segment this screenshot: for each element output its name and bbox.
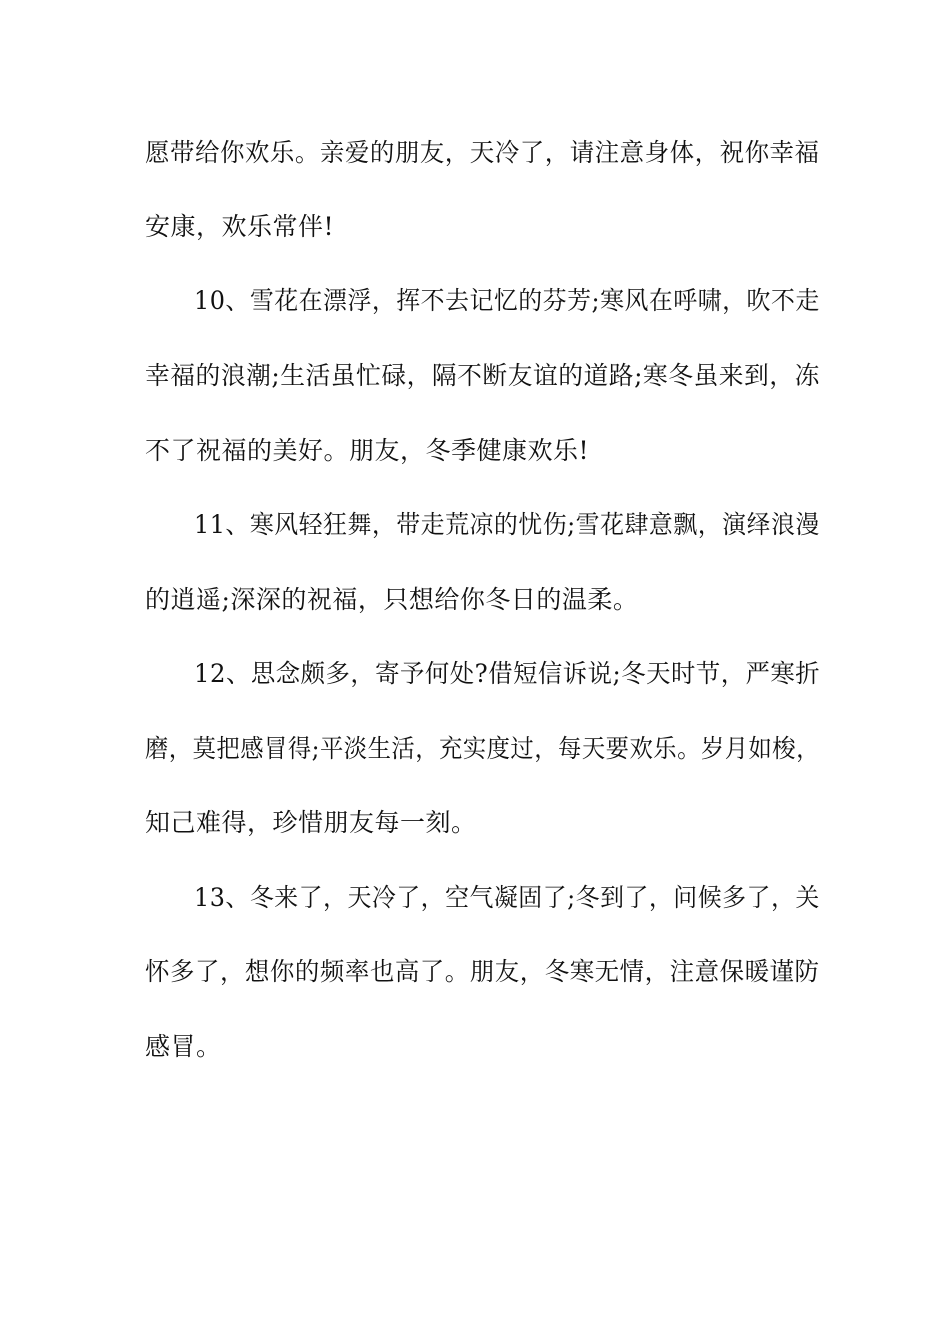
item-11-line-1: 11、寒风轻狂舞，带走荒凉的忧伤;雪花肆意飘，演绎浪漫 [194, 510, 820, 539]
item-11-line-2: 的逍遥;深深的祝福，只想给你冬日的温柔。 [145, 585, 639, 614]
item-13-line-2: 怀多了，想你的频率也高了。朋友，冬寒无情，注意保暖谨防 [145, 957, 820, 986]
item-10-line-1: 10、雪花在漂浮，挥不去记忆的芬芳;寒风在呼啸，吹不走 [194, 286, 820, 315]
item-13-line-3: 感冒。 [145, 1032, 222, 1061]
item-10-line-3: 不了祝福的美好。朋友，冬季健康欢乐! [145, 436, 590, 465]
text-line-2: 安康，欢乐常伴! [145, 212, 335, 241]
item-12-line-3: 知己难得，珍惜朋友每一刻。 [145, 808, 477, 837]
text-line-1: 愿带给你欢乐。亲爱的朋友，天冷了，请注意身体，祝你幸福 [145, 138, 820, 167]
item-13-line-1: 13、冬来了，天冷了，空气凝固了;冬到了，问候多了，关 [194, 883, 820, 912]
item-12-line-2: 磨，莫把感冒得;平淡生活，充实度过，每天要欢乐。岁月如梭， [145, 734, 820, 763]
item-12-line-1: 12、思念颇多，寄予何处?借短信诉说;冬天时节，严寒折 [194, 659, 821, 688]
item-10-line-2: 幸福的浪潮;生活虽忙碌，隔不断友谊的道路;寒冬虽来到，冻 [145, 361, 820, 390]
